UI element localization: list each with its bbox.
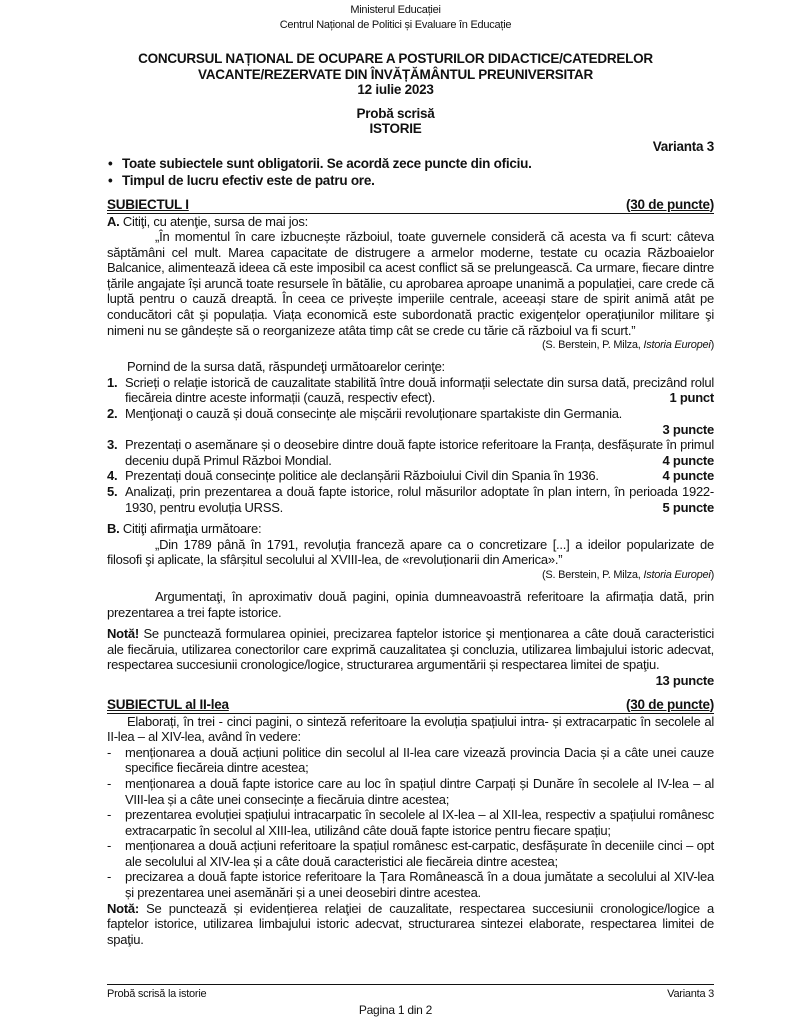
- points-label: 13 puncte: [655, 672, 714, 688]
- rules-list: [110, 155, 791, 189]
- synthesis-requirements: [107, 745, 714, 901]
- center-name: Centrul Național de Politici și Evaluare în Educație: [279, 19, 512, 31]
- item-body: Analizați, prin prezentarea a două fapte istorice, rolul măsurilor adoptate în plan intern, în perioada 1922-1930, pentru evoluția URSS.: [125, 484, 714, 515]
- note-text: Se punctează și evidențierea relaţiei de cauzalitate, respectarea succesiunii cronologice/logice a faptelor istorice, utilizarea limbajului istoric adecvat, structurarea sintezei elaborate, respectarea limitei de spaţiu.: [107, 900, 714, 947]
- exam-body: [107, 197, 714, 948]
- synthesis-item: [107, 776, 714, 807]
- item-text: prezentarea evoluției spațiului intracarpatic în secolele al IX-lea – al XII-lea, respectiv a spațiului românesc extracarpatic în secolul al XIII-lea, utilizând câte două fapte istorice pentru fiecare spațiu;: [125, 807, 714, 838]
- requirements-intro: Pornind de la sursa dată, răspundeţi următoarelor cerinţe:: [127, 359, 445, 375]
- intro-text: Citiţi, cu atenţie, sursa de mai jos:: [119, 213, 308, 229]
- exam-date: 12 iulie 2023: [357, 82, 434, 97]
- title-line-1: CONCURSUL NAȚIONAL DE OCUPARE A POSTURILOR DIDACTICE/CATEDRELOR: [138, 51, 653, 66]
- synthesis-item: [107, 869, 714, 900]
- item-text: precizarea a două fapte istorice referitoare la Țara Românească în a doua jumătate a secolului al XIV-lea și prezentarea unei asemănări și a unei deosebiri dintre acestea.: [125, 869, 714, 901]
- section-points: (30 de puncte): [625, 196, 714, 212]
- statement-quote: „Din 1789 până în 1791, revoluția franceză apare ca o concretizare [...] a ideilor popularizate de filosofi şi aplicate, la sfârșitul secolului al XVIII-lea, de «revoluționarii din America».”: [107, 536, 714, 568]
- item-text: [125, 375, 714, 406]
- header: [0, 3, 791, 33]
- points-label: 4 puncte: [662, 468, 714, 484]
- item-text: [125, 437, 714, 468]
- synthesis-item: [107, 838, 714, 869]
- item-body: Scrieți o relație istorică de cauzalitate stabilită între două informații selectate din sursa dată, precizând rolul fiecăreia dintre aceste informații (cauză, respectiv efect).: [125, 374, 714, 406]
- item-number: 1.: [107, 374, 118, 390]
- item-body: Prezentați două consecințe politice ale declanșării Războiului Civil din Spania în 1936.: [125, 468, 599, 484]
- requirement-item: [107, 375, 714, 406]
- item-text: menționarea a două acțiuni referitoare la spațiul românesc est-carpatic, desfășurate în deceniile cinci – opt ale secolului al XIV-lea și a câte două caracteristici ale fiecăreia dintre acestea;: [125, 838, 714, 869]
- note-1: [107, 626, 714, 688]
- item-text: [125, 406, 714, 437]
- cite-authors: (S. Berstein, P. Milza,: [542, 568, 644, 581]
- dash-bullet: -: [107, 807, 112, 823]
- note-label: Notă:: [107, 900, 139, 916]
- requirement-item: [107, 468, 714, 484]
- requirements-list: [107, 375, 714, 515]
- item-number: 3.: [107, 437, 118, 453]
- points-label: 3 puncte: [662, 421, 714, 437]
- source-text: „În momentul în care izbucnește războiul, toate guvernele consideră că acesta va fi scurt: câteva săptămâni cel mult. Marea capacitate de distrugere a armelor moderne, testate cu ocazia Războaielor Balcanice, alimentează ideea că este imposibil ca acest conflict să se prelungească. Ca urmare, fiecare dintre țările angajate își aruncă toate resursele în bătălie, cu aprobarea aproape unanimă a populației, care crede că luptă pentru o cauză dreaptă. În ceea ce privește imperiile centrale, aceeași stare de spirit animă atât pe conducători cât şi populația. Viața economică este subordonată practic exigențelor operațiunilor militare şi nimeni nu se gândește să o reorganizeze atâta timp cât se crede cu tărie că războiul va fi scurt.”: [107, 229, 714, 338]
- part-a-intro: [107, 214, 714, 230]
- item-text: menționarea a două fapte istorice care au loc în spațiul dintre Carpați și Dunăre în secolele al IV-lea – al VIII-lea și a câte unei consecințe a fiecăruia dintre acestea;: [125, 775, 714, 807]
- note-2: [107, 901, 714, 948]
- statement-citation: [107, 568, 714, 583]
- requirement-item: [107, 406, 714, 437]
- dash-bullet: -: [107, 775, 112, 791]
- synthesis-item: [107, 745, 714, 776]
- title-line-2: VACANTE/REZERVATE DIN ÎNVĂȚĂMÂNTUL PREUNIVERSITAR: [197, 66, 594, 82]
- intro-text: Citiţi afirmaţia următoare:: [119, 521, 262, 537]
- footer: [107, 984, 714, 1001]
- item-number: 4.: [107, 468, 118, 484]
- ministry-name: Ministerul Educației: [350, 4, 441, 16]
- dash-bullet: -: [107, 838, 112, 854]
- section-1-heading: [107, 197, 714, 214]
- subject-label: ISTORIE: [369, 121, 422, 136]
- synthesis-intro: Elaborați, în trei - cinci pagini, o sinteză referitoare la evoluția spațiului intra- și extracarpatic în secolele al II-lea – al XIV-lea, având în vedere:: [107, 713, 714, 745]
- footer-right: Varianta 3: [667, 988, 714, 1000]
- item-text: [125, 484, 714, 515]
- note-text: Se punctează formularea opiniei, precizarea faptelor istorice şi menționarea a câte două caracteristici ale fiecăruia, utilizarea conectorilor care exprimă cauzalitatea şi concluzia, utilizarea limbajului istoric adecvat, respectarea succesiunii cronologice/logice, structurarea argumentării și respectarea limitei de spaţiu.: [107, 626, 714, 673]
- cite-end: ): [710, 339, 714, 352]
- item-text: [125, 468, 714, 484]
- item-body: Menţionaţi o cauză și două consecințe ale mișcării revoluționare spartakiste din Germania.: [125, 406, 623, 422]
- essay-task: Argumentaţi, în aproximativ două pagini, opinia dumneavoastră referitoare la afirmația dată, prin prezentarea a trei fapte istorice.: [107, 588, 714, 620]
- points-label: 4 puncte: [662, 452, 714, 468]
- item-text: menționarea a două acțiuni politice din secolul al II-lea care vizează provincia Dacia și a câte unei cauze specifice fiecăreia dintre acestea;: [125, 744, 714, 776]
- footer-left: Probă scrisă la istorie: [107, 988, 207, 1000]
- section-title: SUBIECTUL I: [107, 196, 189, 212]
- note-label: Notă!: [107, 626, 139, 642]
- requirement-item: [107, 484, 714, 515]
- exam-type: [0, 106, 791, 137]
- cite-book: Istoria Europei: [643, 339, 711, 352]
- cite-book: Istoria Europei: [643, 568, 711, 581]
- points-label: 1 punct: [669, 390, 714, 406]
- probe-label: Probă scrisă: [356, 105, 435, 121]
- section-title: SUBIECTUL al II-lea: [107, 696, 229, 712]
- variant-label: Varianta 3: [652, 138, 714, 154]
- part-label: B.: [107, 521, 120, 537]
- source-citation: [107, 338, 714, 353]
- cite-end: ): [710, 568, 714, 581]
- rule-item: • Timpul de lucru efectiv este de patru ore.: [110, 172, 791, 189]
- part-label: A.: [107, 213, 120, 229]
- dash-bullet: -: [107, 869, 112, 885]
- rule-item: • Toate subiectele sunt obligatorii. Se acordă zece puncte din oficiu.: [110, 155, 791, 172]
- points-label: 5 puncte: [662, 499, 714, 515]
- page-number: Pagina 1 din 2: [358, 1003, 433, 1017]
- cite-authors: (S. Berstein, P. Milza,: [542, 339, 644, 352]
- requirement-item: [107, 437, 714, 468]
- item-number: 2.: [107, 406, 118, 422]
- item-number: 5.: [107, 484, 118, 499]
- section-2-heading: [107, 697, 714, 714]
- part-b-intro: [107, 521, 714, 537]
- synthesis-item: [107, 807, 714, 838]
- item-body: Prezentați o asemănare și o deosebire dintre două fapte istorice referitoare la Franța, desfășurate în primul deceniu după Primul Război Mondial.: [125, 437, 714, 468]
- dash-bullet: -: [107, 744, 112, 760]
- exam-title: [0, 51, 791, 98]
- section-points: (30 de puncte): [625, 696, 714, 712]
